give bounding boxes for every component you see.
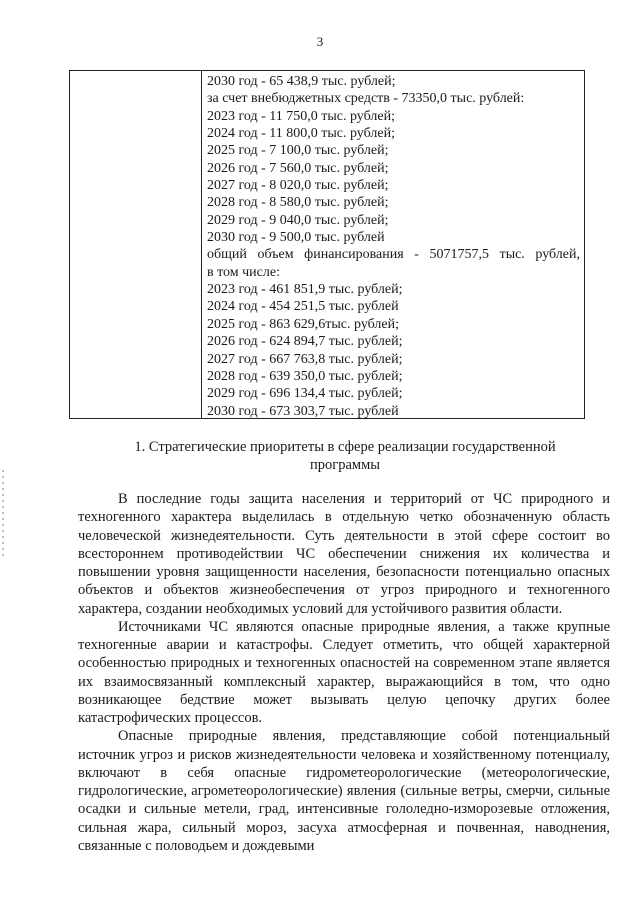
financing-line: 2027 год - 8 020,0 тыс. рублей; [207,178,389,194]
financing-line: 2027 год - 667 763,8 тыс. рублей; [207,351,403,367]
paragraph: Источниками ЧС являются опасные природные явления, а также крупные техногенные аварии и катастрофы. Следует отметить, что общей характерной особенностью природных и техногенных опасностей на современном этапе является их взаимосвязанный комплексный характер, выражающийся в том, что одно возникающее бедствие может вызывать целую цепочку других более катастрофических процессов. [78,618,610,726]
financing-line: 2023 год - 11 750,0 тыс. рублей; [207,108,395,124]
scan-margin-mark [2,470,4,560]
financing-line: 2025 год - 863 629,6тыс. рублей; [207,316,400,332]
page-number: 3 [316,34,324,49]
body-text [78,490,610,855]
financing-line: за счет внебюджетных средств - 73350,0 тыс. рублей: [207,91,525,107]
financing-line: 2028 год - 8 580,0 тыс. рублей; [207,195,389,211]
financing-line: 2029 год - 696 134,4 тыс. рублей; [207,386,403,402]
financing-line: 2026 год - 7 560,0 тыс. рублей; [207,160,389,176]
financing-line: 2030 год - 9 500,0 тыс. рублей [207,230,385,246]
paragraph: Опасные природные явления, представляющие собой потенциальный источник угроз и рисков жизнедеятельности человека и хозяйственному потенциалу, включают в себя опасные гидрометеорологические (метеорологические, гидрологические, агрометеорологические) явления (сильные ветры, смерчи, сильные осадки и сильные метели, град, интенсивные гололедно-изморозевые отложения, сильная жара, сильный мороз, засуха атмосферная и почвенная, наводнения, связанные с половодьем и дождевыми [78,728,610,854]
financing-table [69,70,585,419]
financing-line: 2025 год - 7 100,0 тыс. рублей; [207,143,389,159]
financing-line: 2028 год - 639 350,0 тыс. рублей; [207,368,403,384]
financing-line: 2024 год - 454 251,5 тыс. рублей [207,299,399,315]
section-heading: 1. Стратегические приоритеты в сфере реализации государственной программы [134,439,556,473]
table-column-divider [201,71,202,418]
financing-line: в том числе: [207,264,280,280]
financing-line: 2030 год - 65 438,9 тыс. рублей; [207,74,396,89]
financing-line: 2026 год - 624 894,7 тыс. рублей; [207,334,403,350]
financing-line: общий объем финансирования - 5071757,5 тыс. рублей, [207,247,580,263]
financing-line: 2023 год - 461 851,9 тыс. рублей; [207,282,403,298]
financing-line: 2024 год - 11 800,0 тыс. рублей; [207,126,395,142]
financing-line: 2029 год - 9 040,0 тыс. рублей; [207,212,389,228]
paragraph: В последние годы защита населения и территорий от ЧС природного и техногенного характера выделилась в отдельную четко обозначенную область человеческой жизнедеятельности. Суть деятельности в этой сфере состоит во всестороннем противодействии ЧС обеспечении снижения их количества и повышении уровня защищенности населения, безопасности потенциально опасных объектов и объектов жизнеобеспечения от угроз природного и техногенного характера, создании необходимых условий для устойчивого развития области. [78,491,610,617]
financing-cell [207,73,580,420]
financing-line: 2030 год - 673 303,7 тыс. рублей [207,403,399,419]
